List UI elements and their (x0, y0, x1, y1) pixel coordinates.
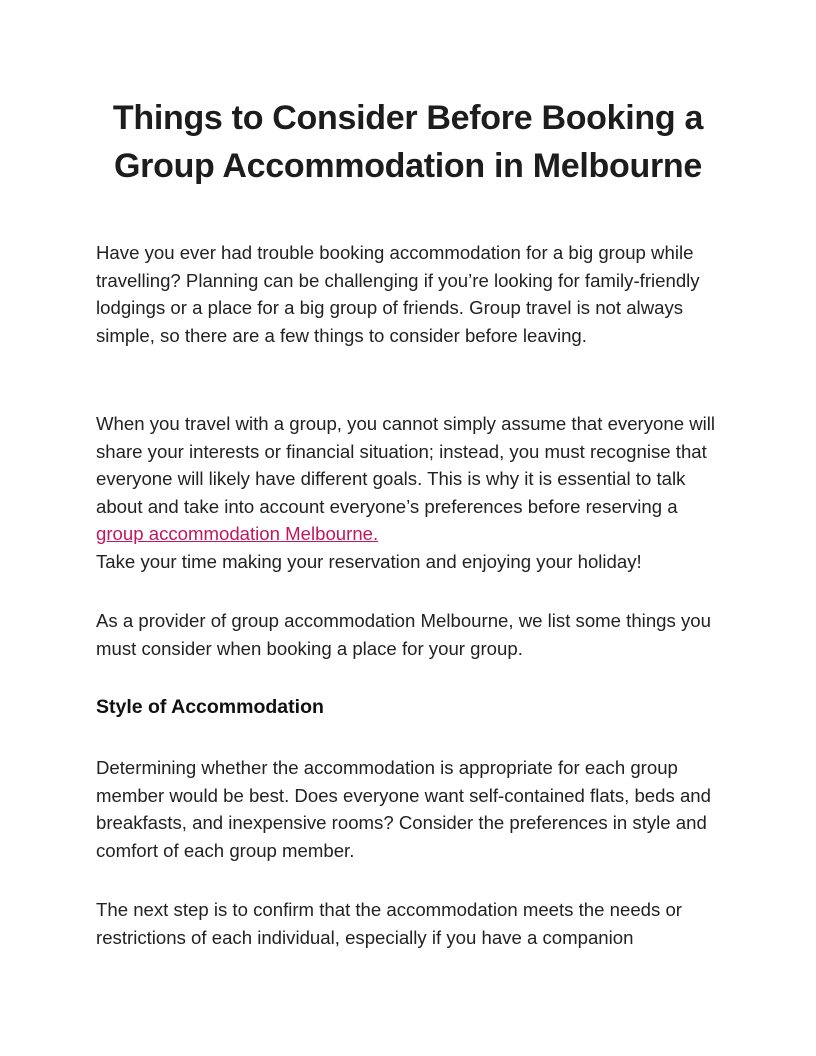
intro-paragraph: Have you ever had trouble booking accommodation for a big group while travelling? Planning can be challenging if you’re looking for family-friendly lodgings or a place for a big group of friends. Group travel is not always simple, so there are a few things to consider before leaving. (96, 242, 700, 346)
group-accommodation-link[interactable]: group accommodation Melbourne. (96, 523, 379, 545)
provider-paragraph: As a provider of group accommodation Melbourne, we list some things you must consider when booking a place for your group. (96, 610, 711, 659)
section-heading-style: Style of Accommodation (96, 696, 324, 718)
needs-paragraph: The next step is to confirm that the accommodation meets the needs or restrictions of each individual, especially if you have a companion (96, 899, 683, 948)
group-travel-paragraph (96, 410, 720, 576)
paragraph-2-text: When you travel with a group, you cannot simply assume that everyone will share your interests or financial situation; instead, you must recognise that everyone will likely have different goals. This is why it is essential to talk about and take into account everyone’s preferences before reserving a (96, 413, 716, 517)
document-page (96, 94, 720, 948)
style-paragraph: Determining whether the accommodation is appropriate for each group member would be best. Does everyone want self-contained flats, beds and breakfasts, and inexpensive rooms? Consider the preferences in style and comfort of each group member. (96, 757, 711, 861)
page-title (76, 94, 740, 190)
title-line-2: Group Accommodation in Melbourne (114, 147, 702, 185)
title-line-1: Things to Consider Before Booking a (112, 99, 704, 137)
paragraph-2-tail: Take your time making your reservation and enjoying your holiday! (96, 550, 642, 572)
